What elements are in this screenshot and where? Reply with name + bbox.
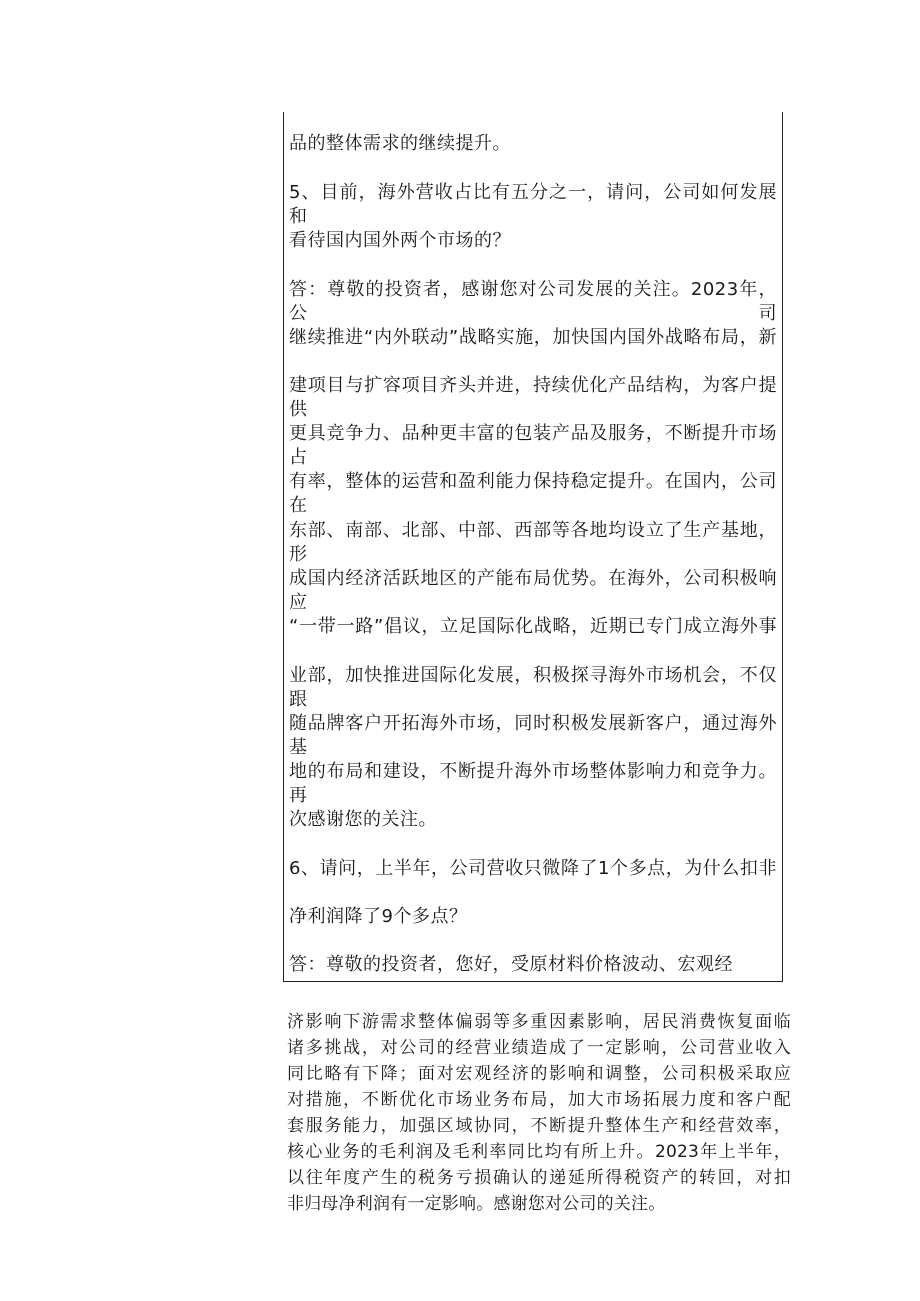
paragraph-line: 套服务能力，加强区域协同，不断提升整体生产和经营效率，	[287, 1116, 791, 1136]
question-line: 净利润降了9个多点？	[289, 906, 468, 927]
paragraph-line: 非归母净利润有一定影响。感谢您对公司的关注。	[287, 1194, 666, 1214]
answer-line: 答：尊敬的投资者，您好，受原材料价格波动、宏观经	[289, 954, 733, 975]
question-line: 5、目前，海外营收占比有五分之一，请问，公司如何发展和	[289, 182, 777, 227]
paragraph-line: 济影响下游需求整体偏弱等多重因素影响，居民消费恢复面临	[287, 1012, 791, 1032]
answer-line: 答：尊敬的投资者，感谢您对公司发展的关注。2023年，公司	[289, 279, 777, 324]
paragraph-line: 诸多挑战，对公司的经营业绩造成了一定影响，公司营业收入	[287, 1038, 791, 1058]
answer-line: 业部，加快推进国际化发展，积极探寻海外市场机会，不仅跟	[289, 665, 777, 710]
answer-line: 地的布局和建设，不断提升海外市场整体影响力和竞争力。再	[289, 761, 777, 806]
answer-line: 随品牌客户开拓海外市场，同时积极发展新客户，通过海外基	[289, 713, 777, 758]
paragraph-line: 以往年度产生的税务亏损确认的递延所得税资产的转回，对扣	[287, 1168, 791, 1188]
question-line: 6、请问，上半年，公司营收只微降了1个多点，为什么扣非	[289, 858, 777, 879]
answer-line: “一带一路”倡议，立足国际化战略，近期已专门成立海外事	[289, 616, 777, 637]
question-line: 看待国内国外两个市场的？	[289, 230, 511, 251]
qa-table-cell	[283, 112, 783, 982]
answer-line: 有率，整体的运营和盈利能力保持稳定提升。在国内，公司在	[289, 471, 777, 516]
answer-line: 更具竞争力、品种更丰富的包装产品及服务，不断提升市场占	[289, 423, 777, 468]
paragraph-line: 对措施，不断优化市场业务布局，加大市场拓展力度和客户配	[287, 1090, 791, 1110]
answer-line: 建项目与扩容项目齐头并进，持续优化产品结构，为客户提供	[289, 375, 777, 420]
answer-line: 继续推进“内外联动”战略实施，加快国内国外战略布局，新	[289, 327, 777, 348]
answer-line: 成国内经济活跃地区的产能布局优势。在海外，公司积极响应	[289, 568, 777, 613]
paragraph-line: 同比略有下降；面对宏观经济的影响和调整，公司积极采取应	[287, 1064, 791, 1084]
answer-line: 次感谢您的关注。	[289, 809, 437, 830]
answer-continuation	[287, 1009, 791, 1217]
text-line: 品的整体需求的继续提升。	[289, 133, 511, 154]
paragraph-line: 核心业务的毛利润及毛利率同比均有所上升。2023年上半年，	[287, 1142, 791, 1162]
answer-line: 东部、南部、北部、中部、西部等各地均设立了生产基地，形	[289, 520, 777, 565]
